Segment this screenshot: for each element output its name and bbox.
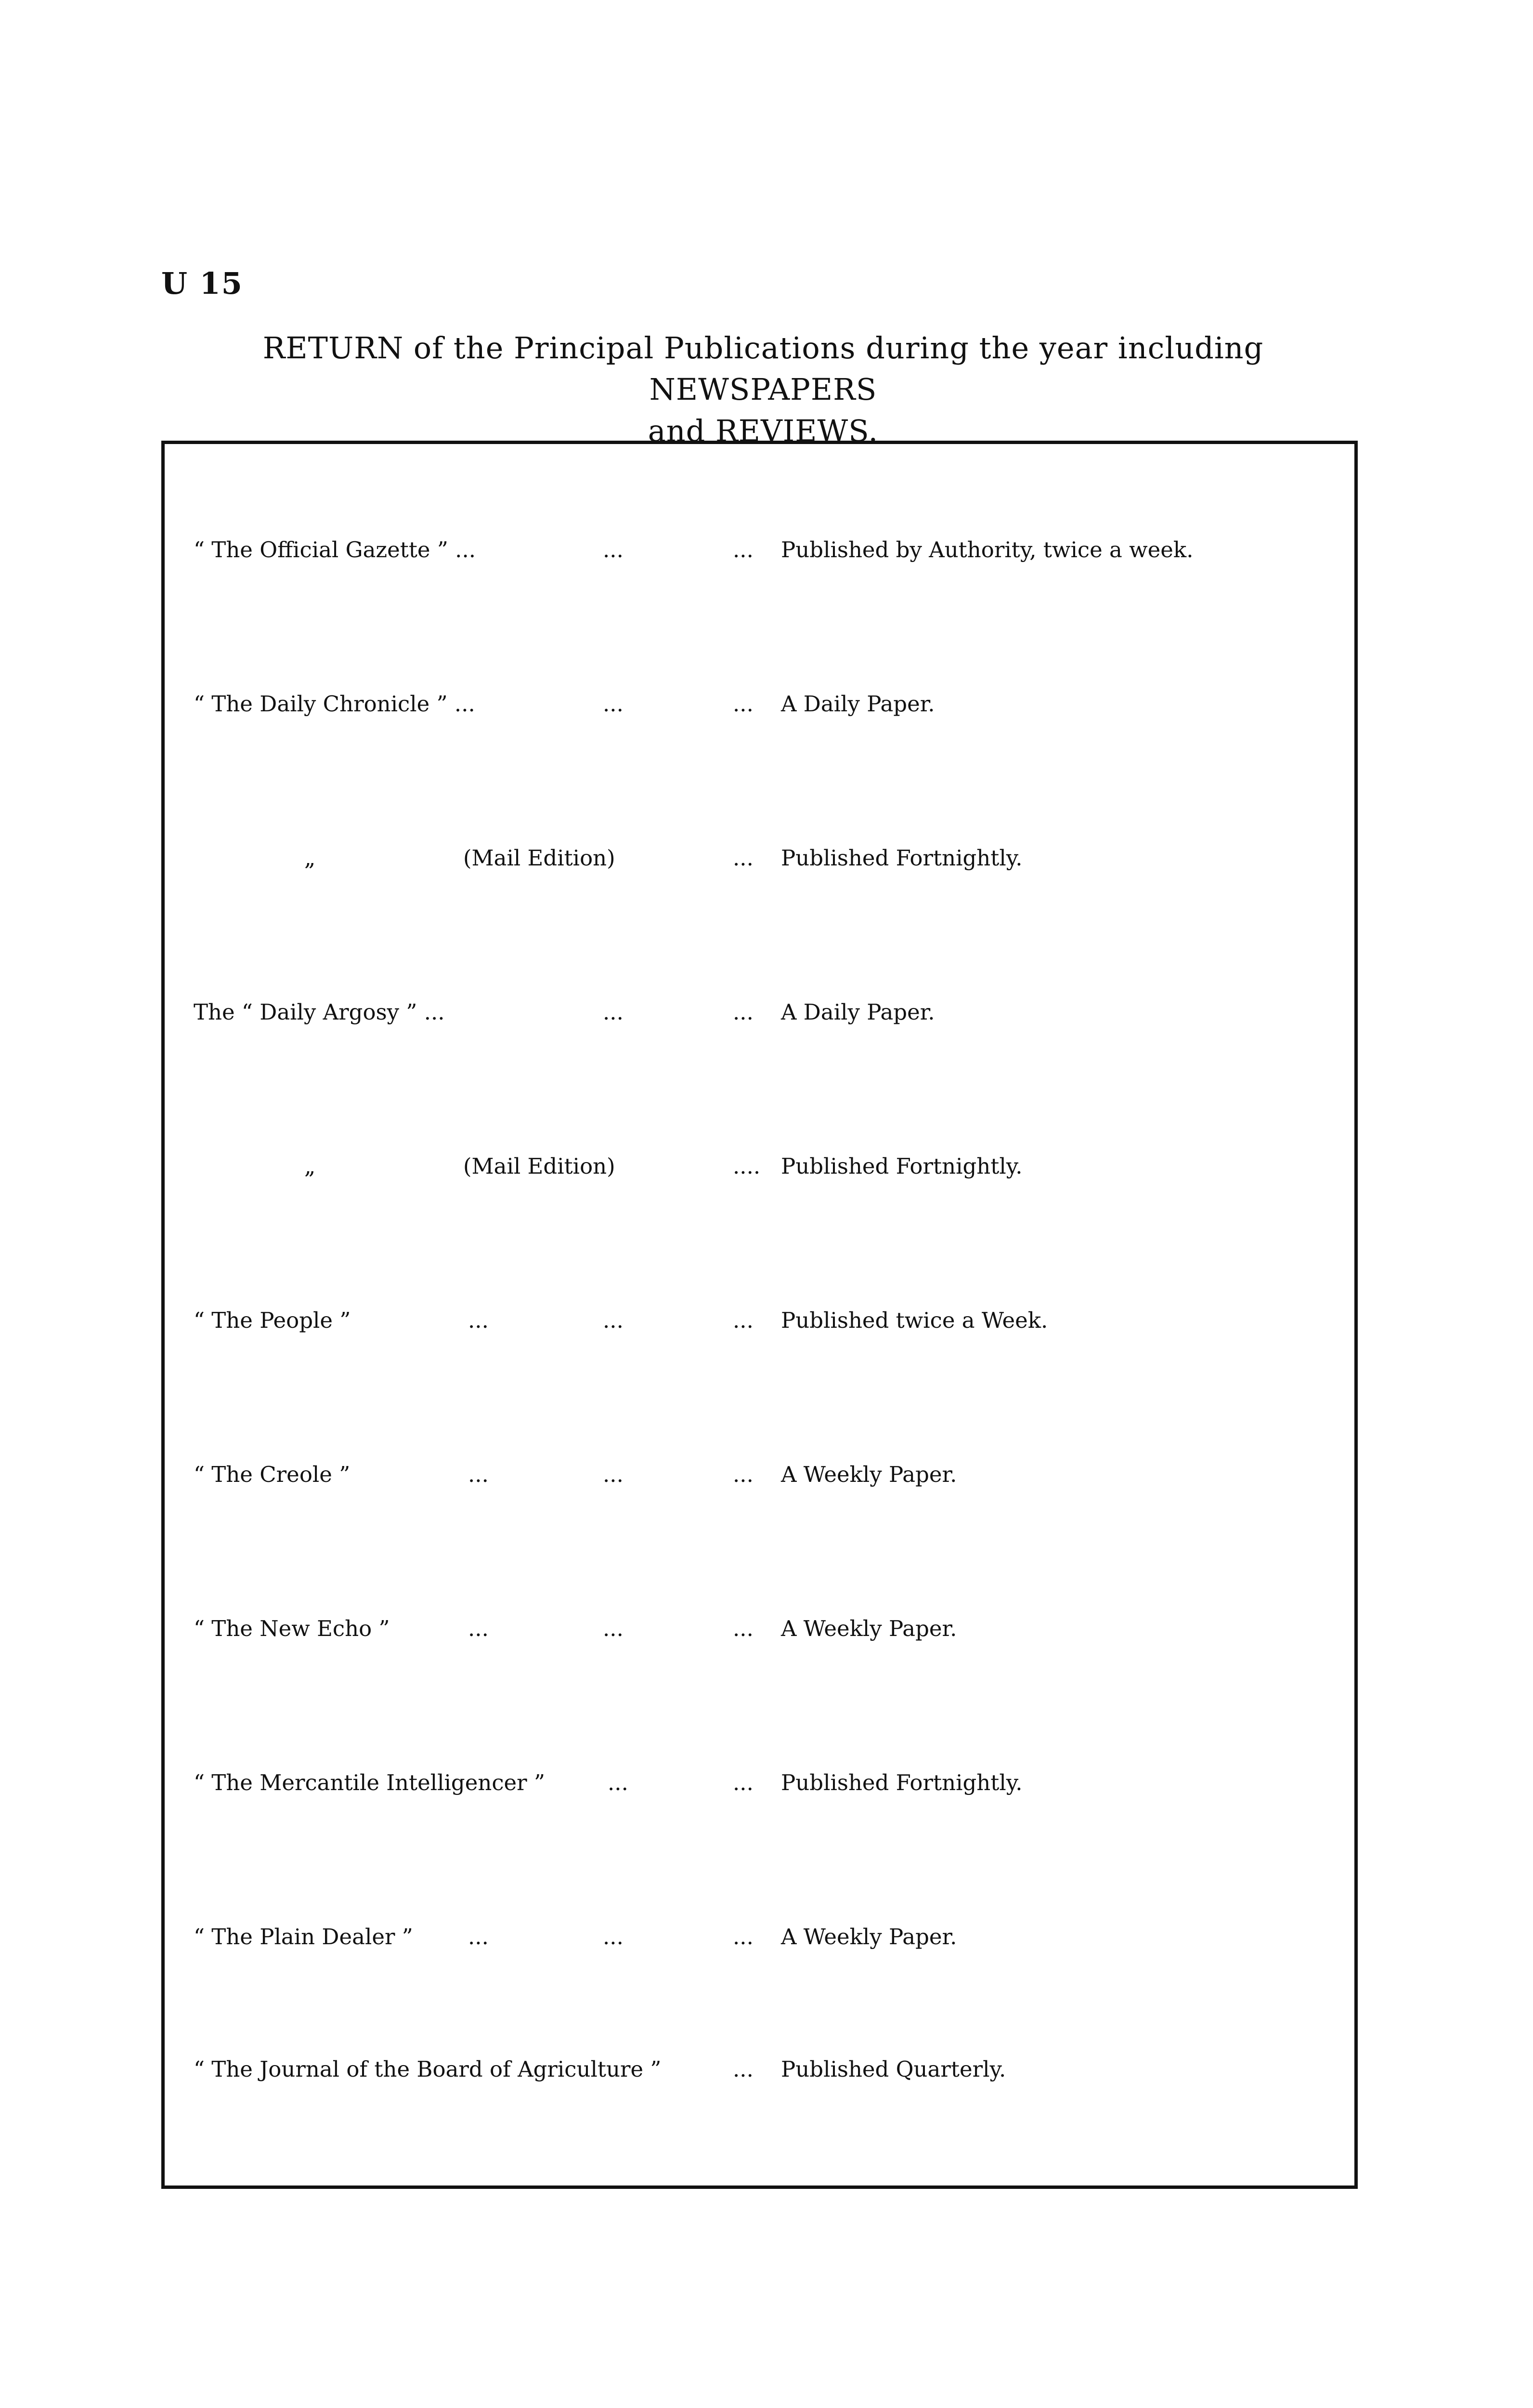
leader-dots: ... — [603, 999, 624, 1025]
leader-dots: ... — [733, 1924, 754, 1950]
table-row — [165, 1147, 1354, 1186]
publication-name: “ The Official Gazette ” ... — [194, 537, 476, 563]
leader-dots: ... — [608, 1770, 628, 1795]
publication-name: “ The New Echo ” — [194, 1616, 390, 1641]
publication-frequency: Published Fortnightly. — [781, 1153, 1023, 1179]
page-heading — [161, 327, 1365, 452]
ditto-mark: „ — [304, 845, 316, 871]
publication-name: “ The People ” — [194, 1308, 351, 1333]
leader-dots: ... — [468, 1616, 489, 1641]
publication-frequency: A Daily Paper. — [781, 691, 935, 717]
leader-dots: ... — [603, 1924, 624, 1950]
ditto-mark: „ — [304, 1153, 316, 1179]
publication-name: “ The Daily Chronicle ” ... — [194, 691, 475, 717]
publication-frequency: Published Quarterly. — [781, 2056, 1006, 2082]
publication-frequency: Published Fortnightly. — [781, 1770, 1023, 1795]
publication-frequency: A Daily Paper. — [781, 999, 935, 1025]
leader-dots: ... — [603, 537, 624, 563]
leader-dots: ... — [733, 691, 754, 717]
leader-dots: ... — [603, 1616, 624, 1641]
leader-dots: ... — [468, 1462, 489, 1487]
leader-dots: ... — [603, 691, 624, 717]
leader-dots: ... — [733, 999, 754, 1025]
leader-dots: ... — [733, 1462, 754, 1487]
publication-name: “ The Journal of the Board of Agriculture ” — [194, 2056, 662, 2082]
edition-label: (Mail Edition) — [463, 1153, 615, 1179]
table-row — [165, 993, 1354, 1032]
table-row — [165, 1764, 1354, 1802]
leader-dots: ... — [733, 1770, 754, 1795]
leader-dots: ... — [468, 1924, 489, 1950]
page-reference: U 15 — [161, 266, 243, 301]
table-row — [165, 531, 1354, 569]
publication-frequency: A Weekly Paper. — [781, 1924, 957, 1950]
edition-label: (Mail Edition) — [463, 845, 615, 871]
publication-frequency: A Weekly Paper. — [781, 1462, 957, 1487]
table-row — [165, 1455, 1354, 1494]
publication-frequency: A Weekly Paper. — [781, 1616, 957, 1641]
publication-frequency: Published twice a Week. — [781, 1308, 1048, 1333]
leader-dots: .... — [733, 1153, 761, 1179]
heading-line-2: and REVIEWS. — [648, 413, 879, 448]
table-row — [165, 1918, 1354, 1956]
leader-dots: ... — [733, 2056, 754, 2082]
table-row — [165, 1301, 1354, 1340]
leader-dots: ... — [733, 845, 754, 871]
heading-line-1: RETURN of the Principal Publications during the year including NEWSPAPERS — [262, 330, 1264, 407]
publications-table — [161, 441, 1358, 2189]
publication-frequency: Published by Authority, twice a week. — [781, 537, 1194, 563]
leader-dots: ... — [733, 537, 754, 563]
publication-name: The “ Daily Argosy ” ... — [194, 999, 445, 1025]
publication-frequency: Published Fortnightly. — [781, 845, 1023, 871]
table-row — [165, 839, 1354, 877]
leader-dots: ... — [603, 1462, 624, 1487]
leader-dots: ... — [733, 1616, 754, 1641]
leader-dots: ... — [603, 1308, 624, 1333]
table-row — [165, 685, 1354, 723]
table-row — [165, 1610, 1354, 1648]
leader-dots: ... — [733, 1308, 754, 1333]
table-row — [165, 2050, 1354, 2089]
publication-name: “ The Creole ” — [194, 1462, 351, 1487]
publication-name: “ The Mercantile Intelligencer ” — [194, 1770, 545, 1795]
publication-name: “ The Plain Dealer ” — [194, 1924, 413, 1950]
leader-dots: ... — [468, 1308, 489, 1333]
